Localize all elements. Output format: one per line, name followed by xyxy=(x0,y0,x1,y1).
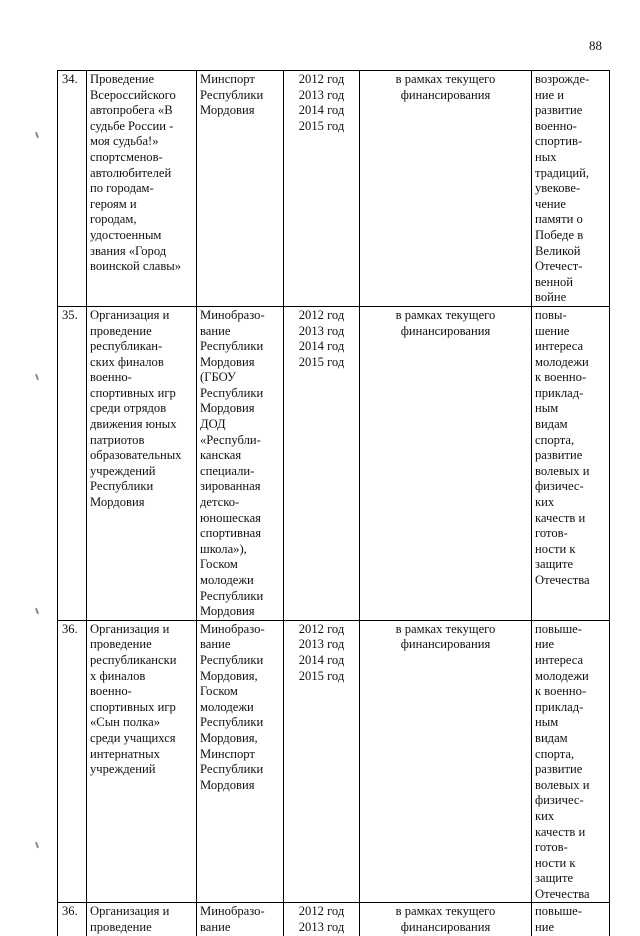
years-cell xyxy=(284,903,360,936)
cell-line: Мордовия, xyxy=(200,730,258,745)
cell-line: образовательных xyxy=(90,448,182,463)
funding-cell xyxy=(360,306,532,620)
funding-cell xyxy=(360,620,532,903)
cell-line: Организация и xyxy=(90,307,170,322)
cell-line: учреждений xyxy=(90,463,156,478)
cell-line: 2012 год xyxy=(298,621,345,636)
cell-line: молодежи xyxy=(200,573,254,587)
cell-line: интереса xyxy=(535,339,584,354)
cell-line: 2014 год xyxy=(298,652,345,667)
cell-line: школа»), xyxy=(200,541,247,556)
cell-line: Республики xyxy=(200,87,264,102)
cell-line: 2013 год xyxy=(298,323,345,338)
cell-line: Отечества xyxy=(535,886,590,901)
cell-line: учреждений xyxy=(90,762,156,777)
cell-line: защите xyxy=(535,871,574,886)
cell-line: автопробега «В xyxy=(90,103,173,118)
cell-line: волевых и xyxy=(535,777,590,792)
cell-line: молодежи xyxy=(535,354,589,369)
cell-line: финансирования xyxy=(400,323,491,338)
event-cell xyxy=(87,306,197,620)
cell-line: готов- xyxy=(535,840,568,855)
cell-line: Мордовия xyxy=(200,401,255,416)
cell-line: ДОД xyxy=(200,417,226,432)
result-cell xyxy=(532,903,610,936)
cell-line: ких xyxy=(535,495,555,510)
cell-line: юношеская xyxy=(200,510,261,525)
years-cell xyxy=(284,620,360,903)
cell-line: спортивных игр xyxy=(90,385,176,400)
cell-line: 2014 год xyxy=(298,339,345,354)
cell-line: Республики xyxy=(200,385,264,400)
cell-line: Мордовия xyxy=(200,354,255,369)
cell-line: развитие xyxy=(535,103,583,118)
cell-line: качеств и xyxy=(535,824,586,839)
cell-line: финансирования xyxy=(400,920,491,935)
cell-line: среди учащихся xyxy=(90,730,176,745)
margin-mark xyxy=(35,374,39,380)
executor-cell xyxy=(197,71,284,307)
cell-line: проведение xyxy=(90,637,152,652)
cell-line: Минспорт xyxy=(200,746,255,761)
cell-line: видам xyxy=(535,730,568,745)
cell-line: «Сын полка» xyxy=(90,715,161,730)
cell-line: возрожде- xyxy=(535,72,590,86)
cell-line: 2012 год xyxy=(298,307,345,322)
table-row xyxy=(58,306,610,620)
row-number-cell: 35. xyxy=(58,306,87,620)
cell-line: Проведение xyxy=(90,72,155,86)
cell-line: Всероссийского xyxy=(90,87,176,102)
cell-line: спорта, xyxy=(535,746,575,761)
event-cell xyxy=(87,71,197,307)
cell-line: Республики xyxy=(200,339,264,354)
cell-line: интереса xyxy=(535,652,584,667)
cell-line: специали- xyxy=(200,463,255,478)
cell-line: увекове- xyxy=(535,181,581,196)
cell-line: 2012 год xyxy=(298,72,345,86)
cell-line: войне xyxy=(535,290,567,305)
cell-line: Республики xyxy=(200,588,264,603)
cell-line: ным xyxy=(535,715,559,730)
cell-line: физичес- xyxy=(535,479,584,494)
activities-table xyxy=(57,70,610,936)
cell-line: финансирования xyxy=(400,87,491,102)
cell-line: (ГБОУ xyxy=(200,370,236,385)
margin-mark xyxy=(35,608,39,614)
cell-line: приклад- xyxy=(535,699,584,714)
result-cell xyxy=(532,306,610,620)
cell-line: молодежи xyxy=(535,668,589,683)
cell-line: Минобразо- xyxy=(200,307,265,322)
cell-line: к военно- xyxy=(535,370,587,385)
page-number: 88 xyxy=(589,38,602,53)
cell-line: шение xyxy=(535,323,570,338)
cell-line: ных xyxy=(535,149,557,164)
cell-line: волевых и xyxy=(535,463,590,478)
cell-line: Республики xyxy=(90,479,154,494)
margin-mark xyxy=(35,132,39,138)
cell-line: развитие xyxy=(535,448,583,463)
cell-line: к военно- xyxy=(535,684,587,699)
cell-line: военно- xyxy=(90,684,132,699)
cell-line: спортивных игр xyxy=(90,699,176,714)
cell-line: 2013 год xyxy=(298,87,345,102)
margin-mark xyxy=(35,842,39,848)
cell-line: Организация и xyxy=(90,904,170,919)
cell-line: в рамках текущего xyxy=(395,72,496,86)
event-cell xyxy=(87,903,197,936)
cell-line: в рамках текущего xyxy=(395,621,496,636)
cell-line: Госком xyxy=(200,684,238,699)
funding-cell xyxy=(360,903,532,936)
cell-line: проведение xyxy=(90,323,152,338)
cell-line: в рамках текущего xyxy=(395,307,496,322)
table-row xyxy=(58,620,610,903)
cell-line: интернатных xyxy=(90,746,160,761)
cell-line: Мордовия xyxy=(90,495,145,510)
cell-line: Отечества xyxy=(535,573,590,587)
funding-cell xyxy=(360,71,532,307)
event-cell xyxy=(87,620,197,903)
cell-line: Мордовия xyxy=(200,103,255,118)
cell-line: 2013 год xyxy=(298,637,345,652)
cell-line: в рамках текущего xyxy=(395,904,496,919)
cell-line: повыше- xyxy=(535,621,582,636)
table-row xyxy=(58,903,610,936)
cell-line: Минобразо- xyxy=(200,904,265,919)
cell-line: ности к xyxy=(535,855,576,870)
years-cell xyxy=(284,306,360,620)
cell-line: качеств и xyxy=(535,510,586,525)
years-cell xyxy=(284,71,360,307)
cell-line: ских финалов xyxy=(90,354,164,369)
executor-cell xyxy=(197,620,284,903)
cell-line: канская xyxy=(200,448,242,463)
cell-line: «Республи- xyxy=(200,432,261,447)
cell-line: Минспорт xyxy=(200,72,255,86)
cell-line: Мордовия xyxy=(200,604,255,619)
cell-line: 2015 год xyxy=(298,354,345,369)
cell-line: по городам- xyxy=(90,181,154,196)
cell-line: Республики xyxy=(200,652,264,667)
cell-line: Госком xyxy=(200,557,238,572)
cell-line: Организация и xyxy=(90,621,170,636)
cell-line: венной xyxy=(535,274,573,289)
row-number-cell: 34. xyxy=(58,71,87,307)
cell-line: развитие xyxy=(535,762,583,777)
cell-line: 2015 год xyxy=(298,118,345,133)
cell-line: детско- xyxy=(200,495,240,510)
cell-line: Мордовия xyxy=(200,777,255,792)
cell-line: ние xyxy=(535,920,555,935)
cell-line: видам xyxy=(535,417,568,432)
cell-line: вание xyxy=(200,323,231,338)
cell-line: 2014 год xyxy=(298,103,345,118)
cell-line: республикански xyxy=(90,652,177,667)
cell-line: ких xyxy=(535,808,555,823)
cell-line: спорта, xyxy=(535,432,575,447)
row-number-cell: 36. xyxy=(58,620,87,903)
cell-line: военно- xyxy=(535,118,577,133)
cell-line: ние и xyxy=(535,87,564,102)
cell-line: спортивная xyxy=(200,526,262,541)
cell-line: звания «Город xyxy=(90,243,167,258)
cell-line: традиций, xyxy=(535,165,590,180)
cell-line: финансирования xyxy=(400,637,491,652)
cell-line: чение xyxy=(535,196,566,211)
cell-line: судьбе России - xyxy=(90,118,174,133)
cell-line: вание xyxy=(200,637,231,652)
cell-line: городам, xyxy=(90,212,137,227)
cell-line: Мордовия, xyxy=(200,668,258,683)
cell-line: памяти о xyxy=(535,212,583,227)
table-body xyxy=(58,71,610,936)
executor-cell xyxy=(197,306,284,620)
cell-line: проведение xyxy=(90,920,152,935)
cell-line: ности к xyxy=(535,541,576,556)
result-cell xyxy=(532,71,610,307)
cell-line: моя судьба!» xyxy=(90,134,159,149)
cell-line: воинской славы» xyxy=(90,259,182,274)
cell-line: Отечест- xyxy=(535,259,583,274)
cell-line: спортив- xyxy=(535,134,583,149)
executor-cell xyxy=(197,903,284,936)
table-row xyxy=(58,71,610,307)
cell-line: Победе в xyxy=(535,227,584,242)
cell-line: ным xyxy=(535,401,559,416)
result-cell xyxy=(532,620,610,903)
cell-line: удостоенным xyxy=(90,227,162,242)
cell-line: х финалов xyxy=(90,668,146,683)
cell-line: патриотов xyxy=(90,432,145,447)
cell-line: Минобразо- xyxy=(200,621,265,636)
cell-line: Великой xyxy=(535,243,581,258)
cell-line: республикан- xyxy=(90,339,163,354)
cell-line: автолюбителей xyxy=(90,165,172,180)
cell-line: повы- xyxy=(535,307,567,322)
cell-line: движения юных xyxy=(90,417,177,432)
row-number-cell: 36. xyxy=(58,903,87,936)
cell-line: Республики xyxy=(200,715,264,730)
cell-line: спортсменов- xyxy=(90,149,163,164)
cell-line: среди отрядов xyxy=(90,401,167,416)
cell-line: повыше- xyxy=(535,904,582,919)
cell-line: 2015 год xyxy=(298,668,345,683)
cell-line: молодежи xyxy=(200,699,254,714)
cell-line: приклад- xyxy=(535,385,584,400)
cell-line: защите xyxy=(535,557,574,572)
cell-line: 2012 год xyxy=(298,904,345,919)
cell-line: Республики xyxy=(200,762,264,777)
cell-line: готов- xyxy=(535,526,568,541)
cell-line: физичес- xyxy=(535,793,584,808)
cell-line: героям и xyxy=(90,196,137,211)
cell-line: ние xyxy=(535,637,555,652)
cell-line: зированная xyxy=(200,479,261,494)
cell-line: военно- xyxy=(90,370,132,385)
cell-line: 2013 год xyxy=(298,920,345,935)
cell-line: вание xyxy=(200,920,231,935)
